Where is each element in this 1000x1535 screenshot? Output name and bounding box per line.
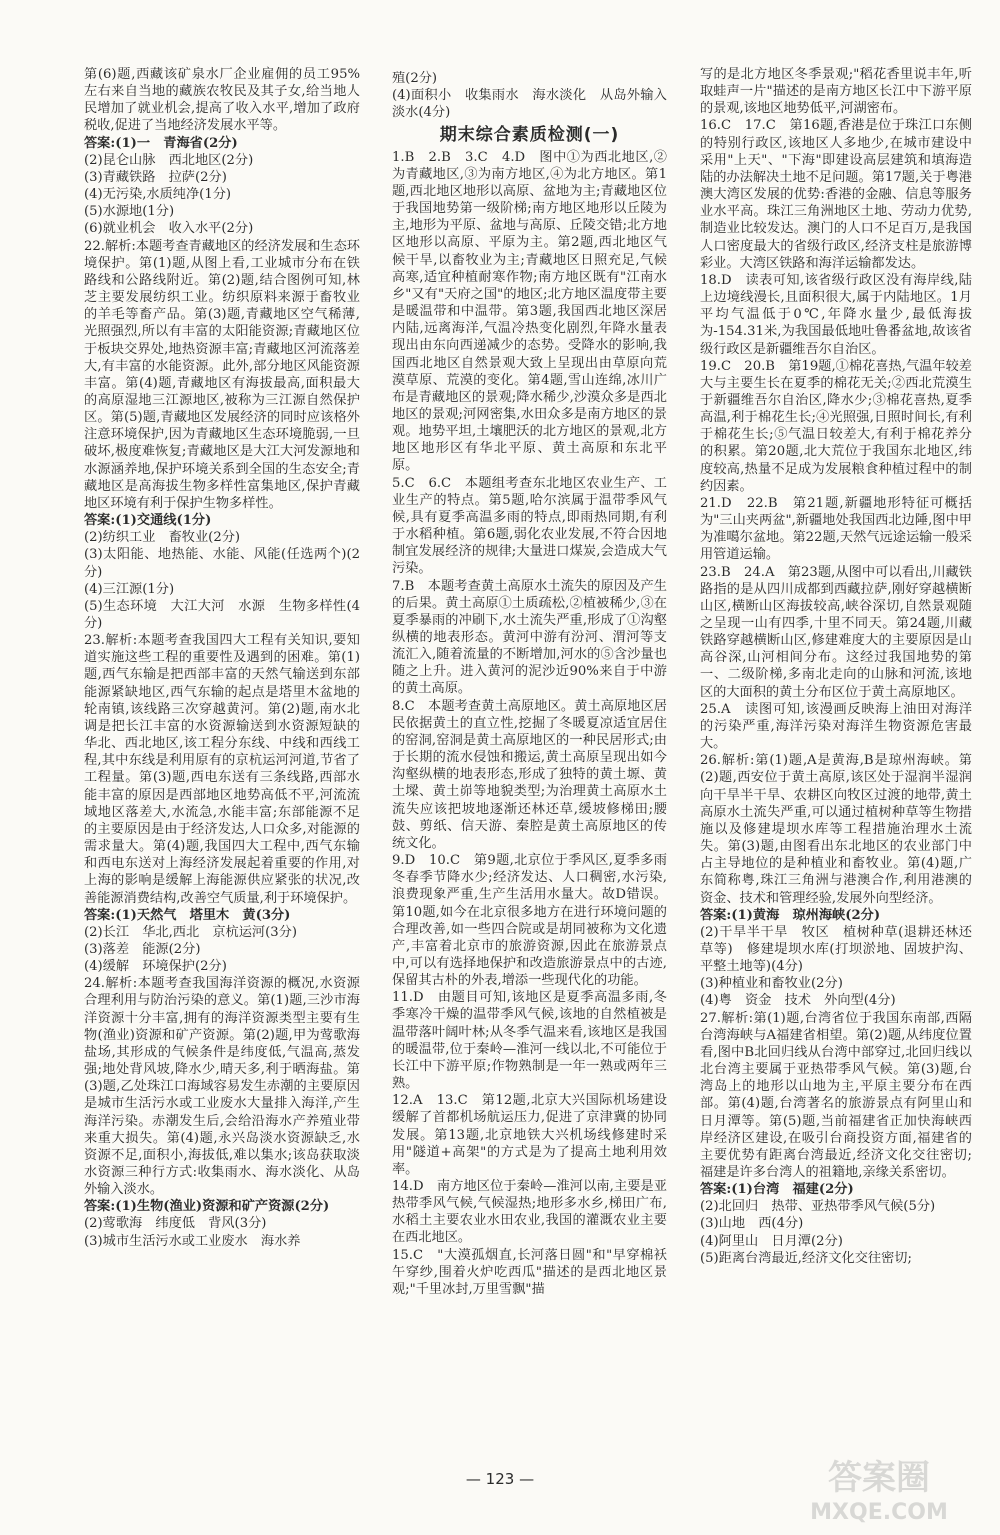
- text-paragraph: (4)阿里山 日月潭(2分): [700, 1233, 843, 1249]
- text-paragraph: (2)昆仑山脉 西北地区(2分): [84, 152, 254, 168]
- text-paragraph: 21.D 22.B 第21题,新疆地形特征可概括为"三山夹两盆",新疆地处我国西北边陲,图中甲为准噶尔盆地。第22题,天然气远途运输一般采用管道运输。: [700, 495, 972, 563]
- text-paragraph: 殖(2分): [392, 71, 438, 86]
- text-paragraph: 18.D 读表可知,该省级行政区没有海岸线,陆上边境线漫长,且面积很大,属于内陆地区。1月平均气温低于0℃,年降水量少,最低海拔为-154.31米,为我国最低地吐鲁番盆地,故该省级行政区是新疆维吾尔自治区。: [700, 272, 972, 357]
- svg-text:MXQE.COM: MXQE.COM: [810, 1500, 948, 1525]
- text-paragraph: 12.A 13.C 第12题,北京大兴国际机场建设缓解了首都机场航运压力,促进了京津冀的协同发展。第13题,北京地铁大兴机场线修建时采用"隧道+高架"的方式是为了提高土地利用效率。: [392, 1093, 667, 1177]
- text-paragraph: 5.C 6.C 本题组考查东北地区农业生产、工业生产的特点。第5题,哈尔滨属于温带季风气候,具有夏季高温多雨的特点,即雨热同期,有利于水稻种植。第6题,弱化农业发展,不符合因地制宜发展经济的规律;大量进口煤炭,会造成大气污染。: [392, 475, 667, 577]
- text-paragraph: 16.C 17.C 第16题,香港是位于珠江口东侧的特别行政区,该地区人多地少,在城市建设中采用"上天"、"下海"即建设高层建筑和填海造陆的办法解决土地不足问题。第17题,关于粤港澳大湾区发展的优势:香港的金融、信息等服务业水平高。珠江三角洲地区土地、劳动力优势,制造业比较发达。澳门的人口不足百万,是我国人口密度最大的省级行政区,经济支柱是旅游博彩业。大湾区铁路和海洋运输都发达。: [700, 118, 972, 271]
- text-paragraph: (5)水源地(1分): [84, 204, 175, 220]
- text-paragraph: (4)面积小 收集雨水 海水淡化 从岛外输入淡水(4分): [392, 88, 667, 121]
- text-paragraph: (2)北回归 热带、亚热带季风气候(5分): [700, 1199, 936, 1215]
- column-left: [84, 66, 360, 1461]
- section-title: 期末综合素质检测(一): [439, 125, 620, 146]
- text-paragraph: 19.C 20.B 第19题,①棉花喜热,气温年较差大与主要生长在夏季的棉花无关;②西北荒漠生于新疆维吾尔自治区,降水少;③棉花喜热,夏季高温,利于棉花生长;④光照强,日照时间长,有利于棉花生长;⑤气温日较差大,有利于棉花养分的积累。第20题,北大荒位于我国东北地区,纬度较高,热量不足成为发展粮食种植过程中的制约因素。: [700, 358, 972, 494]
- column-middle: [392, 70, 667, 1461]
- text-paragraph: 26.解析:第(1)题,A是黄海,B是琼州海峡。第(2)题,西安位于黄土高原,该区处于湿润半湿润向干旱半干旱、农耕区向牧区过渡的地带,黄土高原水土流失严重,可以通过植树种草等生物措施以及修建堤坝水库等工程措施治理水土流失。第(3)题,由图看出东北地区的农业部门中占主导地位的是种植业和畜牧业。第(4)题,广东简称粤,珠江三角洲与港澳合作,利用港澳的资金、技术和管理经验,发展外向型经济。: [700, 753, 972, 906]
- text-paragraph: (4)缓解 环境保护(2分): [84, 959, 227, 975]
- text-paragraph: 22.解析:本题考查青藏地区的经济发展和生态环境保护。第(1)题,从图上看,工业城市分布在铁路线和公路线附近。第(2)题,结合图例可知,林芝主要发展纺织工业。纺织原料来源于畜牧业的羊毛等畜产品。第(3)题,青藏地区空气稀薄,光照强烈,所以有丰富的太阳能资源;青藏地区位于板块交界处,地热资源丰富;青藏地区河流落差大,有丰富的水能资源。此外,部分地区风能资源丰富。第(4)题,青藏地区有海拔最高,面积最大的高原湿地三江源地区,被称为三江源自然保护区。第(5)题,青藏地区发展经济的同时应该格外注意环境保护,因为青藏地区生态环境脆弱,一旦破坏,极度难恢复;青藏地区是大江大河发源地和水源涵养地,保护环境关系到全国的生态安全;青藏地区是高海拔生物多样性富集地区,保护青藏地区环境有利于保护生物多样性。: [84, 238, 360, 511]
- text-paragraph: (5)距离台湾最近,经济文化交往密切;: [700, 1250, 912, 1266]
- text-paragraph: (3)落差 能源(2分): [84, 941, 201, 957]
- answer-line: 答案:(1)生物(渔业)资源和矿产资源(2分): [84, 1199, 330, 1215]
- answer-line: 答案:(1)台湾 福建(2分): [700, 1182, 854, 1198]
- text-paragraph: 第(6)题,西藏该矿泉水厂企业雇佣的员工95%左右来自当地的藏族农牧民及其子女,给当地人民增加了就业机会,提高了收入水平,增加了政府税收,促进了当地经济发展水平等。: [84, 67, 360, 134]
- text-paragraph: 14.D 南方地区位于秦岭—淮河以南,主要是亚热带季风气候,气候湿热;地形多水乡,梯田广布,水稻土主要农业水田农业,我国的灌溉农业主要在西北地区。: [392, 1179, 667, 1246]
- svg-text:答案圈: 答案圈: [828, 1458, 930, 1498]
- text-paragraph: (3)太阳能、地热能、水能、风能(任选两个)(2分): [84, 547, 360, 580]
- text-paragraph: 8.C 本题考查黄土高原地区。黄土高原地区居民依据黄土的直立性,挖掘了冬暖夏凉适宜居住的窑洞,窑洞是黄土高原地区的一种民居形式;由于长期的流水侵蚀和搬运,黄土高原呈现出如今沟壑纵横的地表形态,形成了独特的黄土塬、黄土墚、黄土峁等地貌类型;为治理黄土高原水土流失应该把坡地逐渐还林还草,缓坡修梯田;腰鼓、剪纸、信天游、秦腔是黄土高原地区的传统文化。: [392, 698, 667, 851]
- watermark-logo: [774, 1447, 984, 1527]
- answer-line: 答案:(1)天然气 塔里木 黄(3分): [84, 907, 291, 923]
- text-paragraph: (3)山地 西(4分): [700, 1216, 804, 1232]
- text-paragraph: 23.解析:本题考查我国四大工程有关知识,要知道实施这些工程的重要性及遇到的困难。第(1)题,西气东输是把西部丰富的天然气输送到东部能源紧缺地区,西气东输的起点是塔里木盆地的轮南镇,该线路三次穿越黄河。第(2)题,南水北调是把长江丰富的水资源输送到水资源短缺的华北、西北地区,该工程分东线、中线和西线工程,其中东线是利用原有的京杭运河河道,节省了工程量。第(3)题,西电东送有三条线路,西部水能丰富的原因是西部地区地势高低不平,河流流域地区落差大,水流急,水能丰富;东部能源不足的主要原因是由于经济发达,人口众多,对能源的需求量大。第(4)题,我国四大工程中,西气东输和西电东送对上海经济发展起着重要的作用,对上海的影响是缓解上海能源供应紧张的状况,改善能源消费结构,改善空气质量,利于环境保护。: [84, 633, 360, 906]
- text-paragraph: (2)纺织工业 畜牧业(2分): [84, 530, 241, 546]
- text-paragraph: 25.A 读图可知,该漫画反映海上油田对海洋的污染严重,海洋污染对海洋生物资源危害最大。: [700, 701, 972, 752]
- answer-line: 答案:(1)黄海 琼州海峡(2分): [700, 907, 881, 923]
- answer-line: 答案:(1)一 青海省(2分): [84, 135, 238, 151]
- text-paragraph: (4)无污染,水质纯净(1分): [84, 187, 232, 203]
- text-paragraph: (2)长江 华北,西北 京杭运河(3分): [84, 924, 297, 940]
- text-paragraph: 24.解析:本题考查我国海洋资源的概况,水资源合理利用与防治污染的意义。第(1)题,三沙市海洋资源十分丰富,拥有的海洋资源类型主要有生物(渔业)资源和矿产资源。第(2)题,甲为莺歌海盐场,其形成的气候条件是纬度低,气温高,蒸发强;地处背风坡,降水少,晴天多,利于晒海盐。第(3)题,乙处珠江口海域容易发生赤潮的主要原因是城市生活污水或工业废水大量排入海洋,产生海洋污染。赤潮发生后,会给沿海水产养殖业带来重大损失。第(4)题,永兴岛淡水资源缺乏,水资源不足,面积小,海拔低,难以集水;该岛获取淡水资源三种行方式:收集雨水、海水淡化、从岛外输入淡水。: [84, 976, 360, 1198]
- text-paragraph: (3)城市生活污水或工业废水 海水养: [84, 1233, 301, 1249]
- text-paragraph: 15.C "大漠孤烟直,长河落日圆"和"早穿棉袄午穿纱,围着火炉吃西瓜"描述的是西北地区景观;"千里冰封,万里雪飘"描: [392, 1247, 667, 1297]
- text-paragraph: (4)三江源(1分): [84, 581, 175, 597]
- answer-line: 答案:(1)交通线(1分): [84, 513, 212, 529]
- text-paragraph: (4)粤 资金 技术 外向型(4分): [700, 993, 896, 1009]
- text-paragraph: 写的是北方地区冬季景观;"稻花香里说丰年,听取蛙声一片"描述的是南方地区长江中下游平原的景观,该地区地势低平,河湖密布。: [700, 67, 972, 117]
- text-paragraph: 1.B 2.B 3.C 4.D 图中①为西北地区,②为青藏地区,③为南方地区,④为北方地区。第1题,西北地区地形以高原、盆地为主;青藏地区位于我国地势第一级阶梯;南方地区地形以丘陵为主,地形为平原、盆地与高原、丘陵交错;北方地区地形以高原、平原为主。第2题,西北地区气候干旱,以畜牧业为主;青藏地区日照充足,气候高寒,适宜种植耐寒作物;南方地区既有"江南水乡"又有"天府之国"的地区;北方地区温度带主要是暖温带和中温带。第3题,我国西北地区深居内陆,远离海洋,气温冷热变化剧烈,年降水量表现出由东向西递减少的态势。受降水的影响,我国西北地区自然景观大致上呈现出由草原向荒漠草原、荒漠的变化。第4题,雪山连绵,冰川广布是青藏地区的景观;降水稀少,沙漠众多是西北地区的景观;河网密集,水田众多是南方地区的景观。地势平坦,土壤肥沃的北方地区的景观,北方地区地形区有华北平原、黄土高原和东北平原。: [392, 149, 667, 474]
- text-paragraph: 9.D 10.C 第9题,北京位于季风区,夏季多雨冬春季节降水少;经济发达、人口稠密,水污染,浪费现象严重,生产生活用水量大。故D错误。第10题,如今在北京很多地方在进行环境问题的合理改善,如一些四合院或是胡同被称为文化遗产,丰富着北京市的旅游资源,因此在旅游景点中,可以有选择地保护和改造旅游景点中的古迹,保留其古朴的外表,增添一些现代化的功能。: [392, 853, 667, 989]
- text-paragraph: 23.B 24.A 第23题,从图中可以看出,川藏铁路指的是从四川成都到西藏拉萨,刚好穿越横断山区,横断山区海拔较高,峡谷深切,自然景观随之呈现一山有四季,十里不同天。第24题,川藏铁路穿越横断山区,修建难度大的主要原因是山高谷深,山河相间分布。这经过我国地势的第一、二级阶梯,多南北走向的山脉和河流,该地区的大面积的黄土分布区位于黄土高原地区。: [700, 564, 972, 700]
- text-paragraph: 27.解析:第(1)题,台湾省位于我国东南部,西隔台湾海峡与A福建省相望。第(2)题,从纬度位置看,图中B北回归线从台湾中部穿过,北回归线以北台湾主要属于亚热带季风气候。第(3)题,台湾岛上的地形以山地为主,平原主要分布在西部。第(4)题,台湾著名的旅游景点有阿里山和日月潭等。第(5)题,当前福建省正加快海峡西岸经济区建设,在吸引台商投资方面,福建省的主要优势有距离台湾最近,经济文化交往密切;福建是许多台湾人的祖籍地,亲缘关系密切。: [700, 1010, 972, 1180]
- text-paragraph: (3)种植业和畜牧业(2分): [700, 976, 843, 992]
- text-paragraph: (5)生态环境 大江大河 水源 生物多样性(4分): [84, 598, 360, 631]
- text-paragraph: (6)就业机会 收入水平(2分): [84, 221, 254, 237]
- page-number: — 123 —: [465, 1470, 535, 1488]
- text-paragraph: (3)青藏铁路 拉萨(2分): [84, 169, 227, 185]
- text-paragraph: 11.D 由题目可知,该地区是夏季高温多雨,冬季寒冷干燥的温带季风气候,该地的自然植被是温带落叶阔叶林;从冬季气温来看,该地区是我国的暖温带,位于秦岭—淮河一线以北,不可能位于长江中下游平原;作物熟制是一年一熟或两年三熟。: [392, 990, 667, 1092]
- text-paragraph: (2)莺歌海 纬度低 背风(3分): [84, 1216, 267, 1232]
- column-right: [700, 66, 972, 1461]
- text-paragraph: 7.B 本题考查黄土高原水土流失的原因及产生的后果。黄土高原①土质疏松,②植被稀少,③在夏季暴雨的冲刷下,水土流失严重,形成了①沟壑纵横的地表形态。黄河中游有汾河、渭河等支流汇入,随着流量的不断增加,河水的⑤含沙量也随之上升。进入黄河的泥沙近90%来自于中游的黄土高原。: [392, 578, 667, 697]
- text-paragraph: (2)干旱半干旱 牧区 植树种草(退耕还林还草等) 修建堤坝水库(打坝淤地、固坡护沟、平整土地等)(4分): [700, 924, 972, 975]
